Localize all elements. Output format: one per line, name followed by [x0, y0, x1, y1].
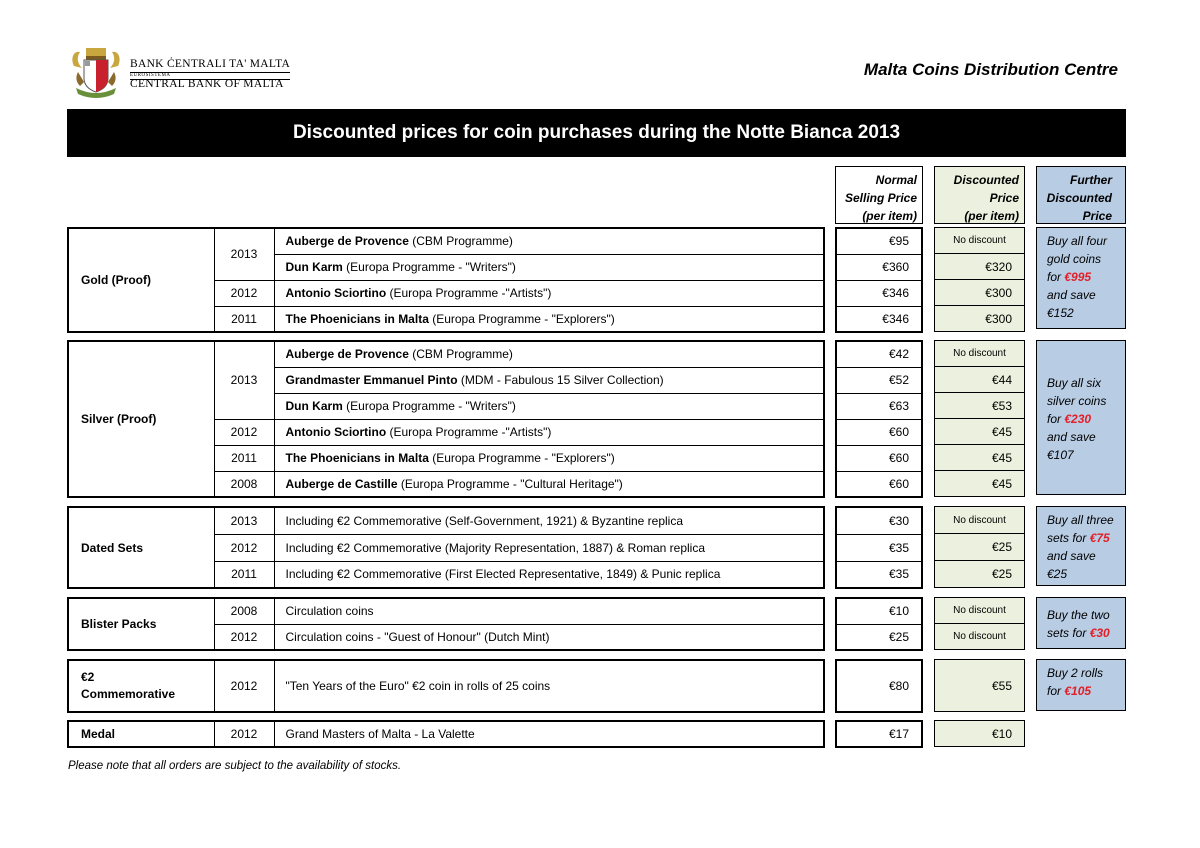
medal-discounted-prices — [934, 720, 1025, 747]
offer-line — [1047, 529, 1119, 547]
coin-name: The Phoenicians in Malta — [285, 451, 429, 465]
bank-name-english: CENTRAL BANK OF MALTA — [130, 78, 284, 90]
offer-price: €995 — [1064, 270, 1092, 284]
dated-sets-table — [67, 506, 825, 589]
offer-line: and save — [1047, 549, 1096, 563]
header-further-discounted — [1036, 166, 1126, 224]
header-line: Price — [1082, 209, 1112, 223]
year-cell: 2013 — [214, 341, 274, 419]
offer-line: gold coins — [1047, 252, 1102, 266]
coin-name: Antonio Sciortino — [285, 286, 387, 300]
normal-price: €63 — [836, 393, 922, 419]
discounted-price: €25 — [935, 561, 1025, 588]
year-cell: 2011 — [214, 445, 274, 471]
offer-saving: €152 — [1047, 306, 1074, 320]
normal-price: €346 — [836, 280, 922, 306]
offer-text: sets for — [1047, 626, 1090, 640]
normal-price: €95 — [836, 228, 922, 254]
table-row — [68, 341, 824, 367]
discounted-price: €53 — [935, 393, 1025, 419]
discounted-price: No discount — [935, 507, 1025, 534]
header-line: Discounted — [1046, 191, 1112, 205]
offer-price: €75 — [1089, 531, 1110, 545]
category-label: Dated Sets — [68, 507, 214, 588]
commemorative-bundle-offer — [1036, 659, 1126, 711]
normal-price: €10 — [836, 598, 922, 624]
offer-line: silver coins — [1047, 394, 1107, 408]
discounted-price: €55 — [935, 660, 1025, 712]
discounted-price: €45 — [935, 419, 1025, 445]
offer-text: for — [1047, 412, 1065, 426]
coin-programme: (Europa Programme - "Explorers") — [428, 451, 615, 465]
centre-name: Malta Coins Distribution Centre — [863, 60, 1118, 79]
offer-line: and save — [1047, 288, 1096, 302]
header-line: Further — [1070, 173, 1112, 187]
year-cell: 2012 — [214, 534, 274, 561]
description-cell — [274, 419, 824, 445]
description-cell — [274, 445, 824, 471]
dated-bundle-offer — [1036, 506, 1126, 586]
bank-logo — [68, 44, 293, 98]
offer-line: Buy the two — [1047, 608, 1110, 622]
description-cell — [274, 280, 824, 306]
discounted-price: €10 — [935, 721, 1025, 747]
year-cell: 2013 — [214, 507, 274, 534]
description-cell — [274, 341, 824, 367]
normal-price: €17 — [836, 721, 922, 747]
normal-price: €52 — [836, 367, 922, 393]
offer-line: Buy all four — [1047, 234, 1108, 248]
coin-name: Grandmaster Emmanuel Pinto — [285, 373, 458, 387]
year-cell: 2012 — [214, 624, 274, 650]
year-cell: 2012 — [214, 419, 274, 445]
discounted-price: No discount — [935, 341, 1025, 367]
offer-line — [1047, 682, 1119, 700]
year-cell: 2012 — [214, 721, 274, 747]
table-row — [68, 660, 824, 712]
gold-normal-prices — [835, 227, 923, 333]
commemorative-discounted-prices — [934, 659, 1025, 712]
table-row — [68, 507, 824, 534]
offer-price: €230 — [1064, 412, 1092, 426]
year-cell: 2008 — [214, 598, 274, 624]
discounted-price: €320 — [935, 254, 1025, 280]
gold-discounted-prices — [934, 227, 1025, 332]
discounted-price: €45 — [935, 471, 1025, 497]
normal-price: €25 — [836, 624, 922, 650]
description-cell: Circulation coins - "Guest of Honour" (Dutch Mint) — [274, 624, 824, 650]
description-cell — [274, 306, 824, 332]
category-label: Blister Packs — [68, 598, 214, 650]
offer-price: €30 — [1089, 626, 1110, 640]
silver-table — [67, 340, 825, 498]
header-line: (per item) — [964, 209, 1019, 223]
footnote: Please note that all orders are subject to the availability of stocks. — [68, 760, 402, 772]
category-label — [68, 660, 214, 712]
dated-normal-prices — [835, 506, 923, 589]
header-line: Price — [989, 191, 1019, 205]
offer-line — [1047, 410, 1119, 428]
medal-table — [67, 720, 825, 748]
offer-line — [1047, 268, 1119, 286]
coin-programme: (Europa Programme -"Artists") — [386, 425, 552, 439]
commemorative-normal-prices — [835, 659, 923, 713]
coin-name: Auberge de Provence — [285, 234, 409, 249]
description-cell: Circulation coins — [274, 598, 824, 624]
coin-programme: (Europa Programme - "Writers") — [342, 399, 516, 413]
description-cell: Including €2 Commemorative (Self-Government, 1921) & Byzantine replica — [274, 507, 824, 534]
coin-name: Antonio Sciortino — [285, 425, 387, 439]
silver-discounted-prices — [934, 340, 1025, 497]
category-line: Commemorative — [81, 687, 176, 701]
coin-programme: (Europa Programme - "Writers") — [342, 260, 516, 274]
coin-name: Dun Karm — [285, 399, 343, 413]
description-cell: "Ten Years of the Euro" €2 coin in rolls of 25 coins — [274, 660, 824, 712]
gold-bundle-offer — [1036, 227, 1126, 329]
coin-name: Auberge de Castille — [285, 476, 398, 491]
blister-discounted-prices — [934, 597, 1025, 650]
header-line: Discounted — [953, 173, 1019, 187]
year-cell: 2013 — [214, 228, 274, 280]
year-cell: 2012 — [214, 280, 274, 306]
description-cell — [274, 471, 824, 497]
coin-name: Auberge de Provence — [285, 347, 409, 362]
bank-name-maltese: BANK ĊENTRALI TA' MALTA — [130, 58, 291, 70]
coin-programme: (CBM Programme) — [408, 347, 513, 362]
dated-discounted-prices — [934, 506, 1025, 588]
normal-price: €80 — [836, 660, 922, 712]
coin-name: Dun Karm — [285, 260, 343, 274]
normal-price: €60 — [836, 419, 922, 445]
normal-price: €60 — [836, 445, 922, 471]
blister-bundle-offer — [1036, 597, 1126, 649]
header-line: Normal — [875, 173, 917, 187]
description-cell: Grand Masters of Malta - La Valette — [274, 721, 824, 747]
offer-line: Buy all six — [1047, 376, 1102, 390]
year-cell: 2008 — [214, 471, 274, 497]
offer-line: and save — [1047, 430, 1096, 444]
discounted-price: No discount — [935, 598, 1025, 624]
year-cell: 2012 — [214, 660, 274, 712]
offer-line — [1047, 624, 1119, 642]
page-title — [67, 109, 1126, 157]
discounted-price: €25 — [935, 534, 1025, 561]
header-discounted-price — [934, 166, 1025, 224]
offer-text: sets for — [1047, 531, 1090, 545]
category-line: €2 — [81, 670, 95, 684]
offer-saving: €25 — [1047, 567, 1068, 581]
discounted-price: €300 — [935, 280, 1025, 306]
medal-normal-prices — [835, 720, 923, 748]
description-cell — [274, 228, 824, 254]
silver-bundle-offer — [1036, 340, 1126, 495]
blister-normal-prices — [835, 597, 923, 651]
bank-eurosystem: EUROSISTEMA — [130, 73, 171, 78]
discounted-price: €44 — [935, 367, 1025, 393]
normal-price: €60 — [836, 471, 922, 497]
header-normal-price — [835, 166, 923, 224]
coin-programme: (MDM - Fabulous 15 Silver Collection) — [457, 373, 664, 387]
offer-price: €105 — [1064, 684, 1092, 698]
year-cell: 2011 — [214, 561, 274, 588]
description-cell: Including €2 Commemorative (Majority Representation, 1887) & Roman replica — [274, 534, 824, 561]
normal-price: €346 — [836, 306, 922, 332]
coin-programme: (Europa Programme -"Artists") — [386, 286, 552, 300]
coin-programme: (Europa Programme - "Cultural Heritage") — [397, 476, 623, 491]
description-cell — [274, 367, 824, 393]
table-row — [68, 721, 824, 747]
category-label: Gold (Proof) — [68, 228, 214, 332]
gold-table — [67, 227, 825, 333]
coin-name: The Phoenicians in Malta — [285, 311, 429, 326]
discounted-price: No discount — [935, 228, 1025, 254]
offer-text: for — [1047, 684, 1065, 698]
coin-programme: (CBM Programme) — [408, 234, 513, 249]
table-row — [68, 598, 824, 624]
table-row — [68, 228, 824, 254]
offer-line: Buy all three — [1047, 513, 1114, 527]
discounted-price: No discount — [935, 624, 1025, 650]
year-cell: 2011 — [214, 306, 274, 332]
blister-packs-table — [67, 597, 825, 651]
silver-normal-prices — [835, 340, 923, 498]
page-title-text: Discounted prices for coin purchases during the Notte Bianca 2013 — [292, 122, 901, 143]
normal-price: €35 — [836, 534, 922, 561]
coin-programme: (Europa Programme - "Explorers") — [428, 311, 615, 326]
normal-price: €30 — [836, 507, 922, 534]
offer-line: Buy 2 rolls — [1047, 666, 1104, 680]
description-cell — [274, 254, 824, 280]
category-label: Silver (Proof) — [68, 341, 214, 497]
offer-saving: €107 — [1047, 448, 1074, 462]
description-cell: Including €2 Commemorative (First Elected Representative, 1849) & Punic replica — [274, 561, 824, 588]
offer-text: for — [1047, 270, 1065, 284]
commemorative-table — [67, 659, 825, 713]
category-label: Medal — [68, 721, 214, 747]
header-line: (per item) — [862, 209, 917, 223]
normal-price: €42 — [836, 341, 922, 367]
description-cell — [274, 393, 824, 419]
normal-price: €35 — [836, 561, 922, 588]
header-line: Selling Price — [844, 191, 917, 205]
discounted-price: €300 — [935, 306, 1025, 332]
normal-price: €360 — [836, 254, 922, 280]
discounted-price: €45 — [935, 445, 1025, 471]
coat-of-arms-icon — [68, 44, 124, 98]
